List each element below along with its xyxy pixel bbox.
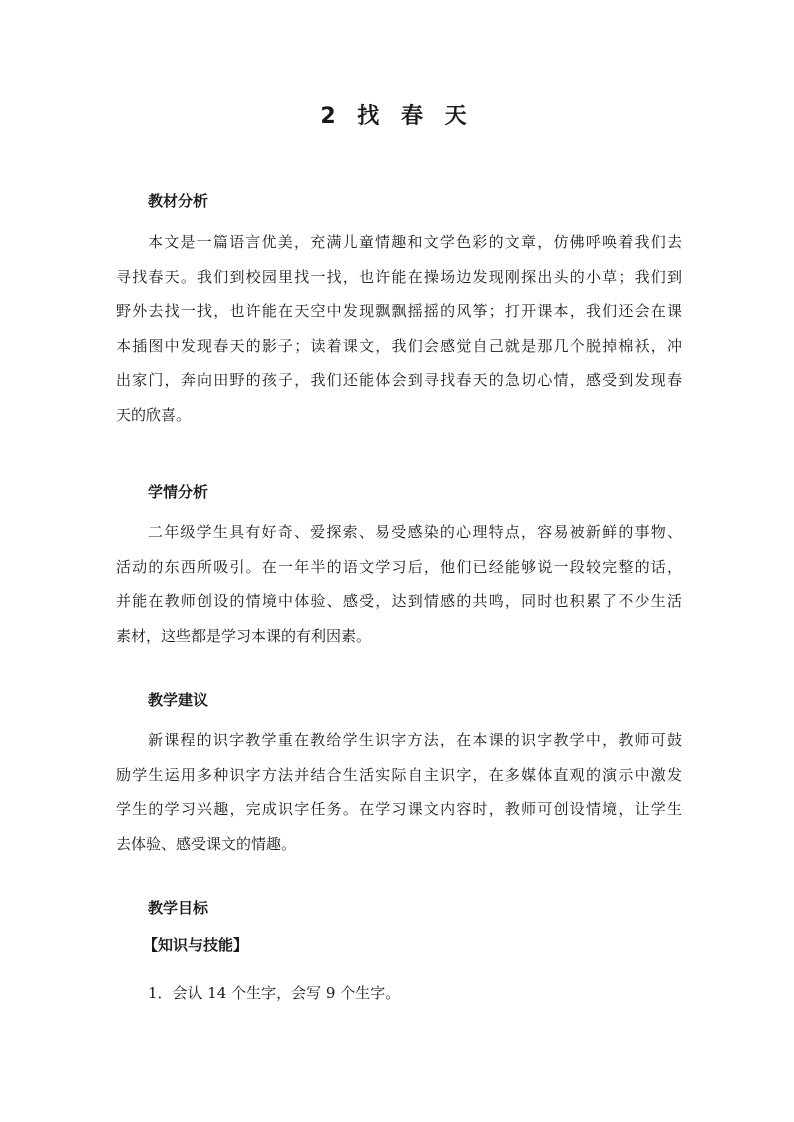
- paragraph-line: 寻找春天。我们到校园里找一找，也许能在操场边发现刚探出头的小草；我们到: [116, 267, 682, 286]
- paragraph-line: 本插图中发现春天的影子；读着课文，我们会感觉自己就是那几个脱掉棉袄，冲: [116, 336, 682, 355]
- page-title: 2 找 春 天: [320, 104, 474, 129]
- paragraph-line: 新课程的识字教学重在教给学生识字方法，在本课的识字教学中，教师可鼓: [148, 731, 682, 749]
- section-heading-goals: 教学目标: [148, 899, 209, 917]
- goal-item: 1．会认 14 个生字，会写 9 个生字。: [148, 984, 401, 1002]
- subheading-knowledge-skills: 【知识与技能】: [143, 936, 249, 954]
- paragraph-line: 励学生运用多种识字方法并结合生活实际自主识字，在多媒体直观的演示中激发: [116, 765, 682, 784]
- paragraph-line: 活动的东西所吸引。在一年半的语文学习后，他们已经能够说一段较完整的话，: [116, 557, 682, 576]
- section-heading-suggestions: 教学建议: [148, 691, 209, 709]
- paragraph-line: 天的欣喜。: [116, 405, 192, 424]
- paragraph-line: 并能在教师创设的情境中体验、感受，达到情感的共鸣，同时也积累了不少生活: [116, 592, 682, 611]
- paragraph-students: [116, 515, 682, 653]
- paragraph-line: 去体验、感受课文的情趣。: [116, 834, 297, 853]
- paragraph-line: 出家门，奔向田野的孩子，我们还能体会到寻找春天的急切心情，感受到发现春: [116, 371, 682, 390]
- paragraph-line: 二年级学生具有好奇、爱探索、易受感染的心理特点，容易被新鲜的事物、: [148, 523, 682, 541]
- paragraph-line: 学生的学习兴趣，完成识字任务。在学习课文内容时，教师可创设情境，让学生: [116, 800, 682, 819]
- section-heading-students: 学情分析: [148, 483, 209, 501]
- paragraph-line: 野外去找一找，也许能在天空中发现飘飘摇摇的风筝；打开课本，我们还会在课: [116, 302, 682, 321]
- paragraph-suggestions: [116, 723, 682, 861]
- paragraph-analysis: [116, 225, 682, 433]
- paragraph-line: 素材，这些都是学习本课的有利因素。: [116, 626, 372, 645]
- section-heading-analysis: 教材分析: [148, 192, 209, 210]
- paragraph-line: 本文是一篇语言优美，充满儿童情趣和文学色彩的文章，仿佛呼唤着我们去: [148, 233, 682, 251]
